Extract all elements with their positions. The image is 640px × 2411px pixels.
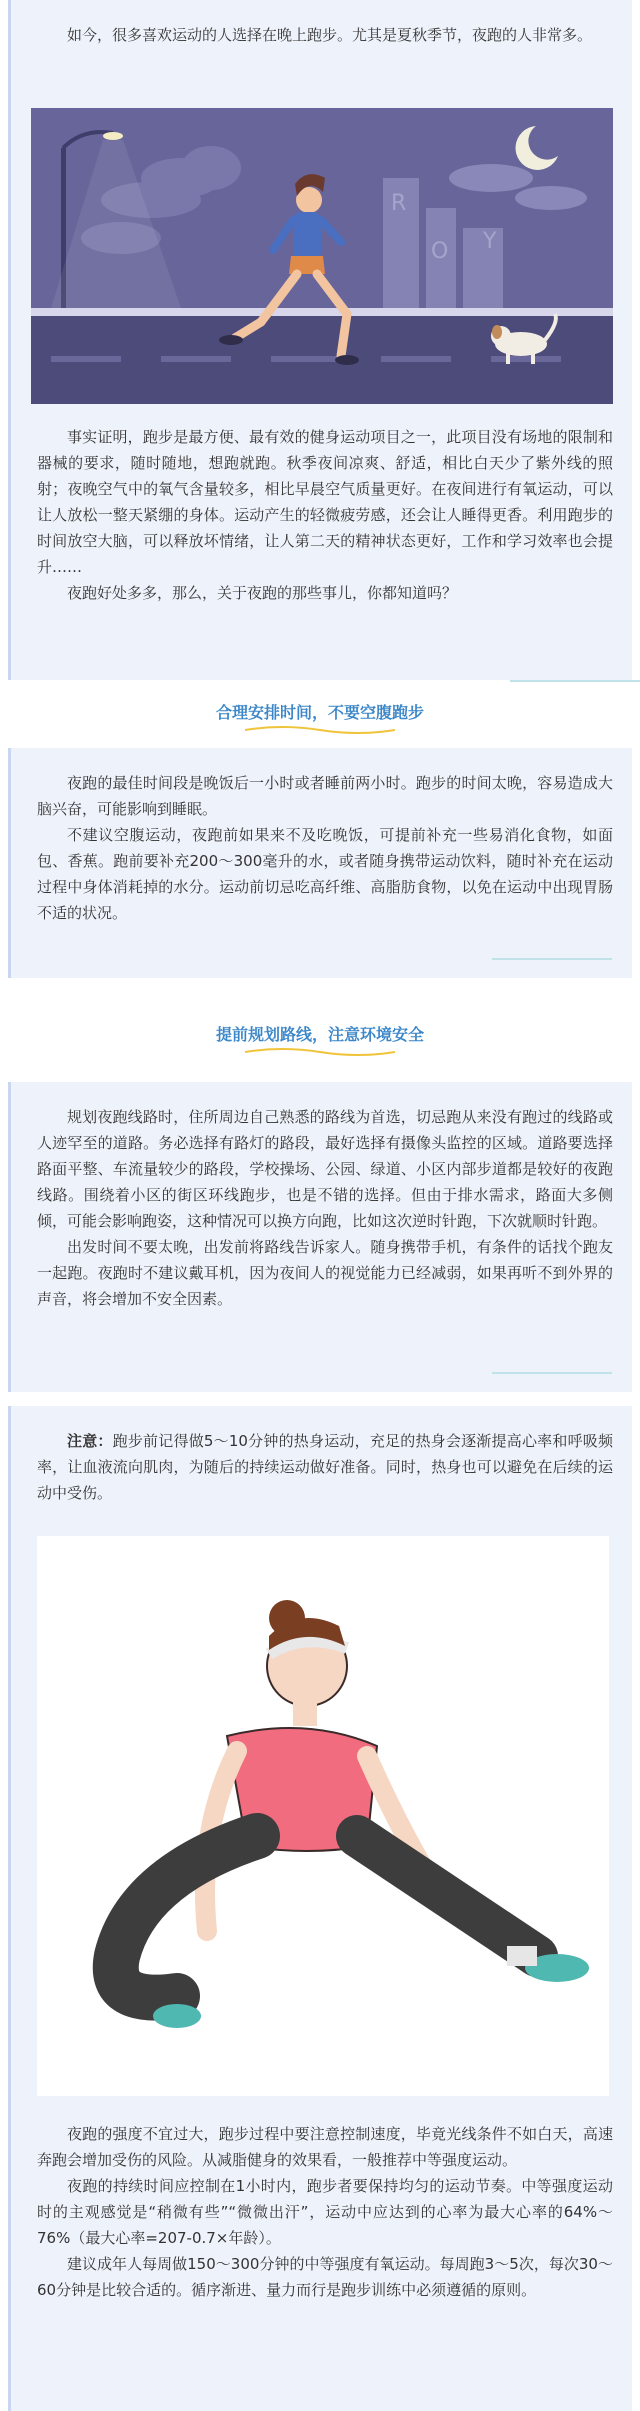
time-paragraph-1: 夜跑的最佳时间段是晚饭后一小时或者睡前两小时。跑步的时间太晚，容易造成大脑兴奋，可能影响到睡眠。	[37, 774, 613, 818]
time-paragraph-2: 不建议空腹运动，夜跑前如果来不及吃晚饭，可提前补充一些易消化食物，如面包、香蕉。跑前要补充200～300毫升的水，或者随身携带运动饮料，随时补充在运动过程中身体消耗掉的水分。运动前切忌吃高纤维、高脂肪食物，以免在运动中出现胃肠不适的状况。	[37, 826, 613, 922]
heading-underline-1	[245, 726, 395, 734]
illustration-letter-o: O	[431, 239, 449, 264]
illustration-letter-y: Y	[483, 229, 497, 254]
intro-paragraph-1: 如今，很多喜欢运动的人选择在晚上跑步。尤其是夏秋季节，夜跑的人非常多。	[67, 26, 593, 44]
intro-paragraph-2: 事实证明，跑步是最方便、最有效的健身运动项目之一，此项目没有场地的限制和器械的要求，随时随地，想跑就跑。秋季夜间凉爽、舒适，相比白天少了紫外线的照射；夜晚空气中的氧气含量较多，相比早晨空气质量更好。在夜间进行有氧运动，可以让人放松一整天紧绷的身体。运动产生的轻微疲劳感，还会让人睡得更香。利用跑步的时间放空大脑，可以释放坏情绪，让人第二天的精神状态更好，工作和学习效率也会提升……	[37, 428, 613, 576]
route-paragraph-1: 规划夜跑线路时，住所周边自己熟悉的路线为首选，切忌跑从来没有跑过的线路或人迹罕至的道路。务必选择有路灯的路段，最好选择有摄像头监控的区域。道路要选择路面平整、车流量较少的路段，学校操场、公园、绿道、小区内部步道都是较好的夜跑线路。围绕着小区的街区环线跑步，也是不错的选择。但由于排水需求，路面大多侧倾，可能会影响跑姿，这种情况可以换方向跑，比如这次逆时针跑，下次就顺时针跑。	[37, 1108, 613, 1230]
section-heading-route: 提前规划路线，注意环境安全	[215, 1025, 424, 1044]
frequency-paragraph: 建议成年人每周做150～300分钟的中等强度有氧运动。每周跑3～5次，每次30～60分钟是比较合适的。循序渐进、量力而行是跑步训练中必须遵循的原则。	[37, 2255, 613, 2299]
note-paragraph	[37, 1428, 613, 1506]
divider-line	[492, 958, 612, 960]
warmup-card	[8, 1406, 632, 2411]
time-card	[8, 748, 632, 978]
divider-line	[492, 1372, 612, 1374]
heading-underline-2	[245, 1048, 395, 1056]
section-heading-time: 合理安排时间，不要空腹跑步	[215, 703, 424, 722]
intro-paragraph-3: 夜跑好处多多，那么，关于夜跑的那些事儿，你都知道吗？	[67, 584, 458, 602]
stretching-illustration	[37, 1536, 609, 2096]
duration-paragraph: 夜跑的持续时间应控制在1小时内，跑步者要保持均匀的运动节奏。中等强度运动时的主观感觉是“稍微有些”“微微出汗”，运动中应达到的心率为最大心率的64%～76%（最大心率=207-0.7×年龄）。	[37, 2177, 613, 2247]
note-text: 跑步前记得做5～10分钟的热身运动，充足的热身会逐渐提高心率和呼吸频率，让血液流向肌肉，为随后的持续运动做好准备。同时，热身也可以避免在后续的运动中受伤。	[37, 1432, 613, 1502]
route-paragraph-2: 出发时间不要太晚，出发前将路线告诉家人。随身携带手机，有条件的话找个跑友一起跑。夜跑时不建议戴耳机，因为夜间人的视觉能力已经减弱，如果再听不到外界的声音，将会增加不安全因素。	[37, 1238, 613, 1308]
illustration-letter-r: R	[391, 191, 407, 216]
intensity-paragraph: 夜跑的强度不宜过大，跑步过程中要注意控制速度，毕竟光线条件不如白天，高速奔跑会增加受伤的风险。从减脂健身的效果看，一般推荐中等强度运动。	[37, 2125, 613, 2169]
divider-line	[510, 680, 640, 682]
note-label: 注意：	[67, 1432, 113, 1450]
night-running-illustration	[31, 108, 613, 404]
intro-card	[8, 0, 632, 680]
route-card	[8, 1082, 632, 1392]
